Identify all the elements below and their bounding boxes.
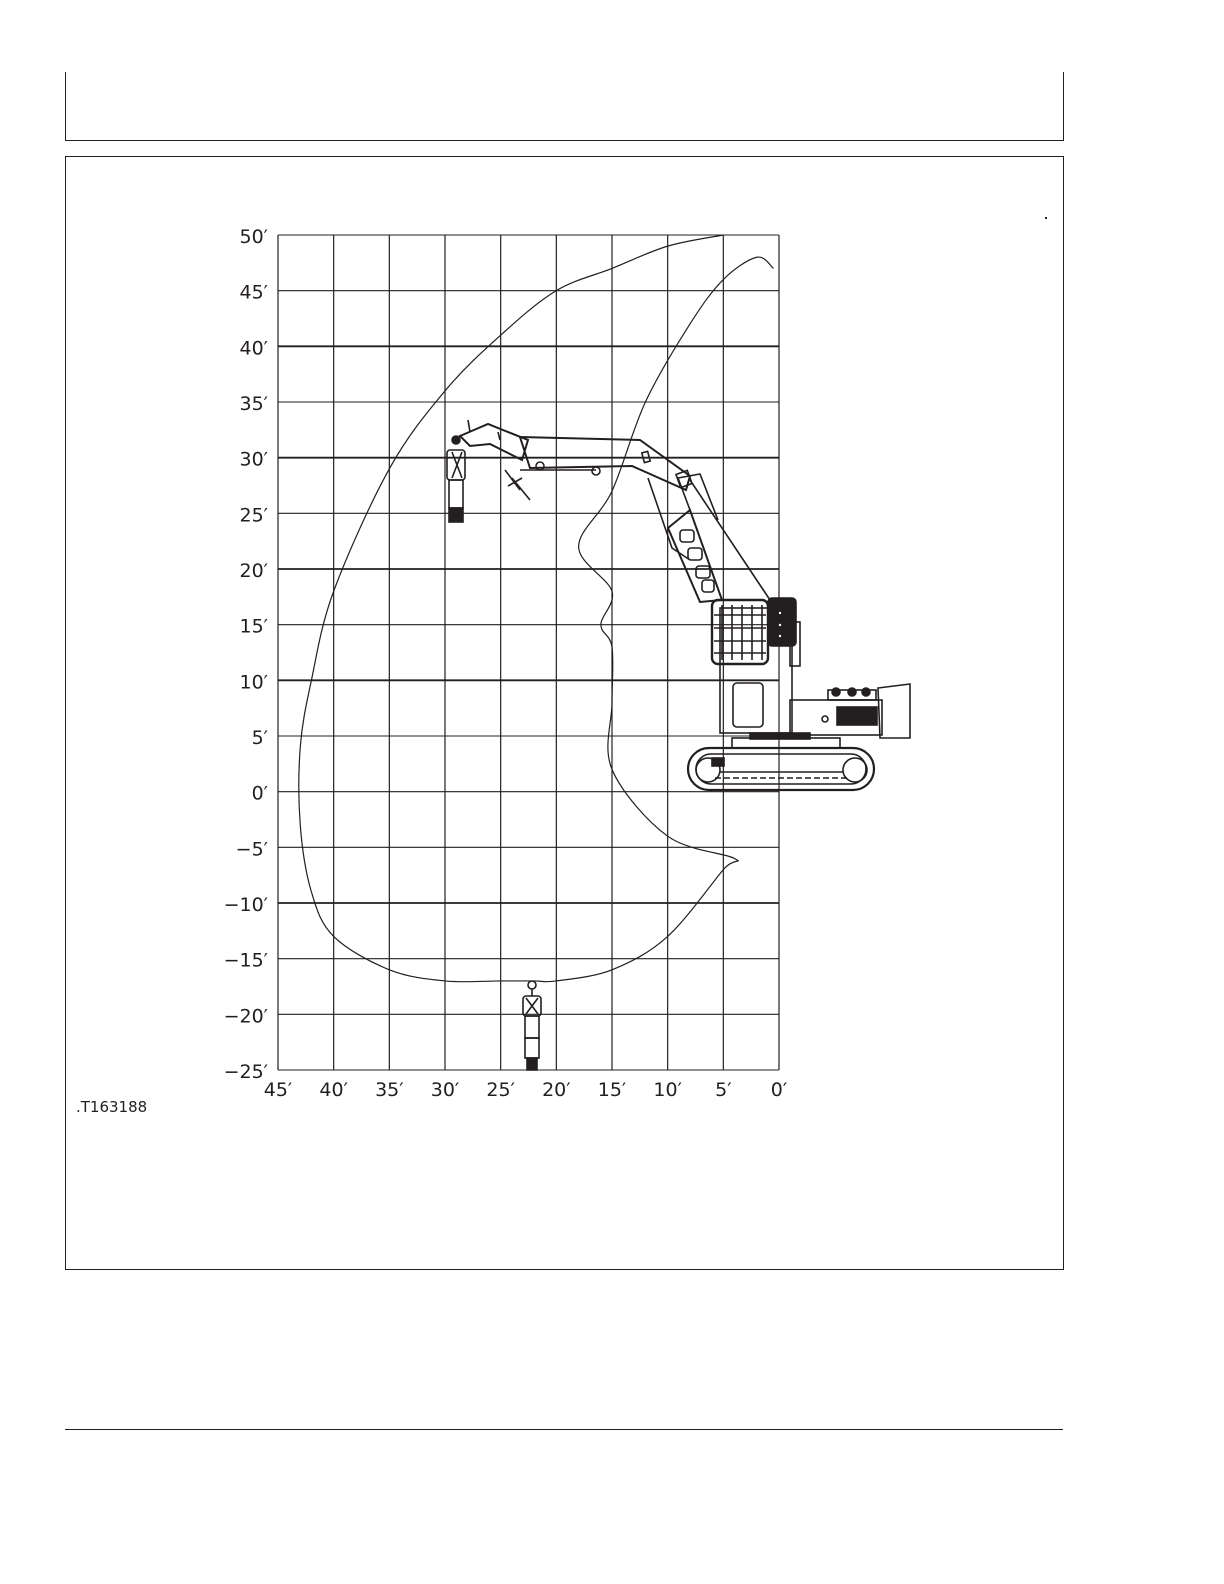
x-tick-label: 10′ — [653, 1079, 682, 1101]
y-tick-label: 50′ — [239, 226, 268, 248]
x-tick-label: 35′ — [375, 1079, 404, 1101]
y-axis-labels — [224, 226, 268, 1083]
x-tick-label: 0′ — [770, 1079, 788, 1101]
chart-grid — [278, 235, 779, 1070]
x-tick-label: 15′ — [597, 1079, 627, 1101]
y-tick-label: 15′ — [239, 615, 268, 638]
x-tick-label: 40′ — [319, 1079, 348, 1101]
y-tick-label: 30′ — [239, 448, 268, 471]
y-tick-label: 35′ — [239, 393, 268, 415]
y-tick-label: 25′ — [239, 504, 268, 527]
y-tick-label: −5′ — [235, 838, 268, 861]
y-tick-label: 45′ — [239, 281, 268, 304]
x-tick-label: 25′ — [486, 1079, 515, 1101]
x-tick-label: 5′ — [715, 1079, 732, 1101]
y-tick-label: 40′ — [239, 337, 268, 360]
y-tick-label: −20′ — [223, 1005, 268, 1028]
x-tick-label: 45′ — [263, 1079, 293, 1101]
x-tick-label: 30′ — [430, 1079, 460, 1101]
y-tick-label: −25′ — [223, 1061, 268, 1083]
y-tick-label: −15′ — [223, 949, 268, 972]
x-tick-label: 20′ — [542, 1079, 571, 1101]
y-tick-label: 5′ — [251, 727, 268, 749]
x-axis-labels — [264, 1079, 787, 1101]
y-tick-label: 0′ — [251, 782, 268, 805]
machine-illustration — [447, 420, 910, 1070]
footer-rule — [65, 1429, 1063, 1430]
y-tick-label: 10′ — [239, 671, 268, 694]
y-tick-label: 20′ — [239, 560, 268, 582]
y-tick-label: −10′ — [223, 894, 268, 916]
figure-id-label: .T163188 — [76, 1098, 148, 1116]
